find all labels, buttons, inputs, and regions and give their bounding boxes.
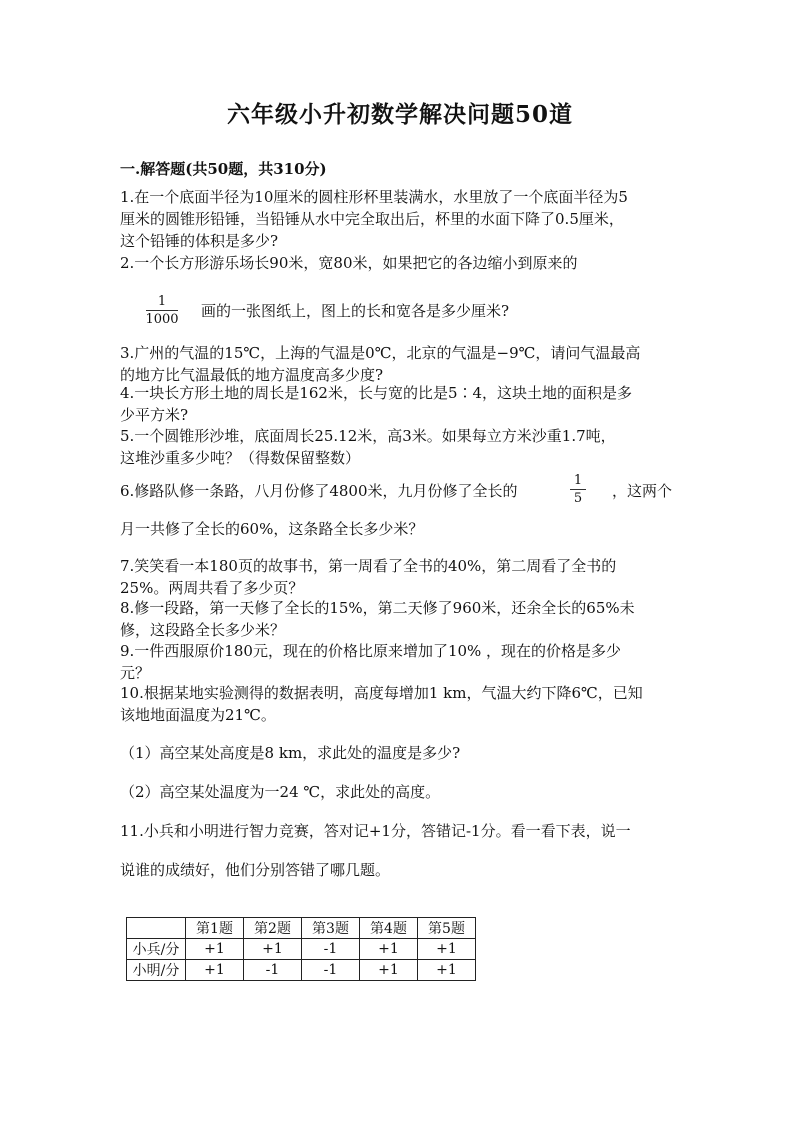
table-row-label: 小明/分	[127, 960, 186, 981]
table-cell: +1	[418, 939, 476, 960]
q10-sub-1: （1）高空某处高度是8 km，求此处的温度是多少?	[120, 744, 461, 762]
document-title: 六年级小升初数学解决问题50道	[226, 101, 573, 128]
q8-line-1: 8.修一段路，第一天修了全长的15%，第二天修了960米，还余全长的65%未	[120, 599, 635, 617]
table-header-cell: 第3题	[302, 918, 360, 939]
q11-line-2: 说谁的成绩好，他们分别答错了哪几题。	[120, 861, 391, 879]
q5-line-1: 5.一个圆锥形沙堆，底面周长25.12米，高3米。如果每立方米沙重1.7吨，	[120, 427, 616, 445]
q7-line-1: 7.笑笑看一本180页的故事书，第一周看了全书的40%，第二周看了全书的	[120, 557, 617, 575]
table-row	[127, 960, 476, 981]
q6-fraction-denominator: 5	[573, 491, 583, 506]
q6-line-1: 6.修路队修一条路，八月份修了4800米，九月份修了全长的	[120, 482, 518, 500]
q5-line-2: 这堆沙重多少吨？（得数保留整数）	[120, 449, 361, 467]
q7-line-2: 25%。两周共看了多少页？	[120, 579, 304, 597]
q11-line-1: 11.小兵和小明进行智力竞赛，答对记+1分，答错记-1分。看一看下表，说一	[120, 822, 631, 840]
table-cell: +1	[186, 960, 244, 981]
q2-fraction-numerator: 1	[157, 294, 167, 309]
q10-sub-2: （2）高空某处温度为一24 ℃，求此处的高度。	[120, 783, 441, 801]
q2-line-2: 画的一张图纸上，图上的长和宽各是多少厘米?	[201, 302, 510, 320]
table-cell: -1	[244, 960, 302, 981]
q6-line-1-end: ，这两个	[612, 482, 673, 500]
table-cell: +1	[244, 939, 302, 960]
q2-line-1: 2.一个长方形游乐场长90米，宽80米，如果把它的各边缩小到原来的	[120, 254, 578, 272]
table-header-row	[127, 918, 476, 939]
q2-fraction-denominator: 1000	[145, 312, 179, 327]
score-table	[126, 917, 476, 981]
q4-line-2: 少平方米?	[120, 406, 189, 424]
q8-line-2: 修，这段路全长多少米？	[120, 621, 286, 639]
table-header-cell: 第5题	[418, 918, 476, 939]
q3-line-2: 的地方比气温最低的地方温度高多少度?	[120, 366, 384, 384]
fraction-bar	[570, 489, 586, 490]
table-header-cell: 第1题	[186, 918, 244, 939]
table-cell: -1	[302, 939, 360, 960]
table-cell: +1	[418, 960, 476, 981]
q1-line-2: 厘米的圆锥形铅锤，当铅锤从水中完全取出后，杯里的水面下降了0.5厘米，	[120, 210, 624, 228]
section-heading: 一.解答题(共50题，共310分)	[120, 160, 327, 178]
q9-line-2: 元？	[120, 664, 151, 682]
table-cell: +1	[360, 939, 418, 960]
table-row	[127, 939, 476, 960]
q2-fraction	[146, 294, 178, 327]
table-cell: +1	[360, 960, 418, 981]
q10-line-1: 10.根据某地实验测得的数据表明，高度每增加1 km，气温大约下降6℃，已知	[120, 684, 643, 702]
table-header-cell: 第4题	[360, 918, 418, 939]
q6-fraction-numerator: 1	[573, 473, 583, 488]
q1-line-3: 这个铅锤的体积是多少?	[120, 232, 279, 250]
q6-line-2: 月一共修了全长的60%，这条路全长多少米？	[120, 520, 424, 538]
q6-fraction	[570, 473, 586, 506]
q10-line-2: 该地地面温度为21℃。	[120, 706, 276, 724]
table-cell: -1	[302, 960, 360, 981]
q3-line-1: 3.广州的气温的15℃，上海的气温是0℃，北京的气温是−9℃，请问气温最高	[120, 344, 641, 362]
q9-line-1: 9.一件西服原价180元，现在的价格比原来增加了10% ，现在的价格是多少	[120, 642, 622, 660]
table-row-label: 小兵/分	[127, 939, 186, 960]
q4-line-1: 4.一块长方形土地的周长是162米，长与宽的比是5∶4，这块土地的面积是多	[120, 384, 633, 402]
q1-line-1: 1.在一个底面半径为10厘米的圆柱形杯里装满水，水里放了一个底面半径为5	[120, 188, 628, 206]
table-header-cell: 第2题	[244, 918, 302, 939]
fraction-bar	[146, 310, 178, 311]
table-cell: +1	[186, 939, 244, 960]
table-header-cell	[127, 918, 186, 939]
